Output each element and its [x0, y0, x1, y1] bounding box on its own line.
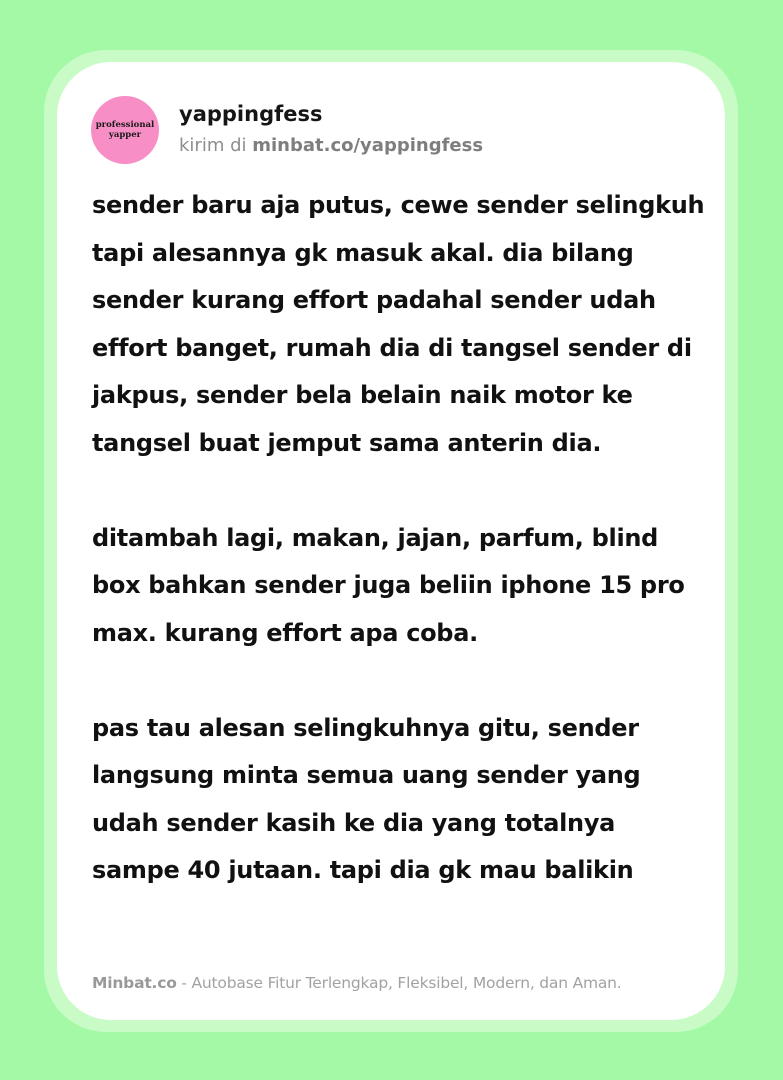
post-paragraph-3: pas tau alesan selingkuhnya gitu, sender langsung minta semua uang sender yang udah sender kasih ke dia yang totalnya sampe 40 jutaan. tapi dia gk mau balikin [92, 713, 641, 884]
post-body [92, 182, 707, 895]
post-paragraph-1: sender baru aja putus, cewe sender selingkuh tapi alesannya gk masuk akal. dia bilang sender kurang effort padahal sender udah effort banget, rumah dia di tangsel sender di jakpus, sender bela belain naik motor ke tangsel buat jemput sama anterin dia. [92, 191, 705, 457]
avatar[interactable] [91, 96, 159, 164]
account-link[interactable]: minbat.co/yappingfess [252, 135, 484, 156]
footer [92, 974, 622, 992]
post-card [57, 62, 725, 1020]
post-paragraph-2: ditambah lagi, makan, jajan, parfum, blind box bahkan sender juga beliin iphone 15 pro max. kurang effort apa coba. [92, 523, 685, 647]
avatar-text-line2: yapper [108, 130, 142, 140]
footer-brand[interactable]: Minbat.co [92, 974, 177, 992]
account-subtitle-prefix: kirim di [179, 135, 253, 156]
avatar-text-line1: professional [95, 120, 155, 130]
account-subtitle [179, 135, 483, 156]
account-name[interactable]: yappingfess [179, 102, 323, 126]
footer-tagline: - Autobase Fitur Terlengkap, Fleksibel, Modern, dan Aman. [176, 974, 622, 992]
